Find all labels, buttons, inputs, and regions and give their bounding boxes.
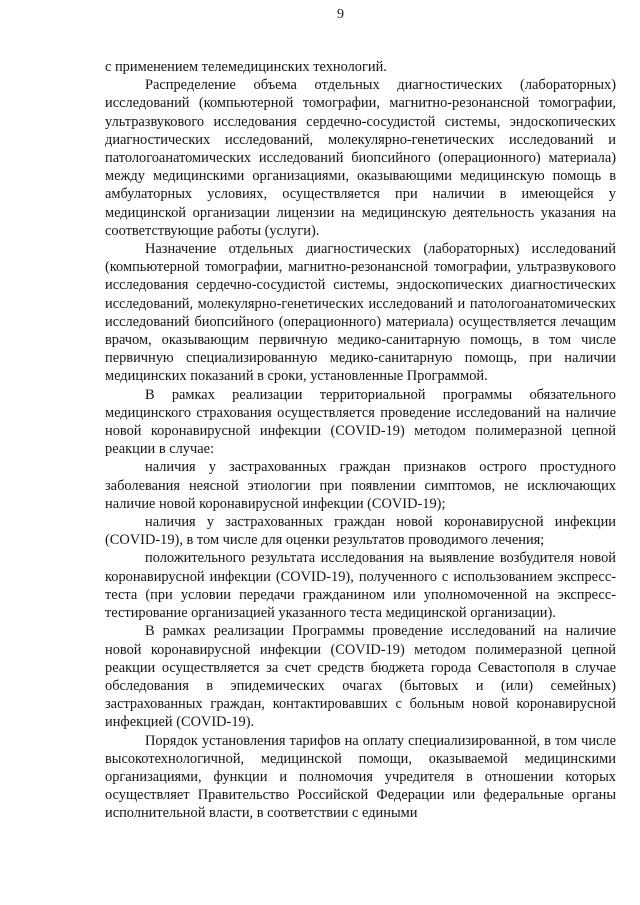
paragraph-covid-case-infection: наличия у застрахованных граждан новой коронавирусной инфекции (COVID-19), в том числе для оценки результатов проводимого лечения;	[105, 514, 616, 549]
paragraph-covid-case-express-test: положительного результата исследования на выявление возбудителя новой коронавирусной инфекции (COVID-19), полученного с использованием экспресс-теста (при условии передачи гражданином или уполномоченной на экспресс-тестирование организацией указанного теста медицинской организации).	[105, 550, 616, 622]
paragraph-prescription-of-diagnostics: Назначение отдельных диагностических (лабораторных) исследований (компьютерной томографии, магнитно-резонансной томографии, ультразвукового исследования сердечно-сосудистой системы, эндоскопических диагностических исследований, молекулярно-генетических исследований и патологоанатомических исследований биопсийного (операционного) материала) осуществляется лечащим врачом, оказывающим первичную медико-санитарную помощь, в том числе первичную специализированную медико-санитарную помощь, при наличии медицинских показаний в сроки, установленные Программой.	[105, 241, 616, 385]
paragraph-covid-pcr-testing: В рамках реализации территориальной программы обязательного медицинского страхования осуществляется проведение исследований на наличие новой коронавирусной инфекции (COVID-19) методом полимеразной цепной реакции в случае:	[105, 386, 616, 458]
paragraph-continuation: с применением телемедицинских технологий.	[105, 59, 387, 75]
paragraph-distribution-of-diagnostics: Распределение объема отдельных диагностических (лабораторных) исследований (компьютерной томографии, магнитно-резонансной томографии, ультразвукового исследования сердечно-сосудистой системы, эндоскопических диагностических исследований, молекулярно-генетических исследований и патологоанатомических исследований биопсийного (операционного) материала) между медицинскими организациями, оказывающими медицинскую помощь в амбулаторных условиях, осуществляется при наличии в имеющейся у медицинской организации лицензии на медицинскую деятельность указания на соответствующие работы (услуги).	[105, 77, 616, 239]
paragraph-tariff-procedure: Порядок установления тарифов на оплату специализированной, в том числе высокотехнологичной, медицинской помощи, оказываемой медицинскими организациями, функции и полномочия учредителя в отношении которых осуществляет Правительство Российской Федерации или федеральные органы исполнительной власти, в соответствии с едиными	[105, 732, 616, 822]
page-number: 9	[337, 7, 344, 22]
paragraph-covid-case-symptoms: наличия у застрахованных граждан признаков острого простудного заболевания неясной этиологии при появлении симптомов, не исключающих наличие новой коронавирусной инфекции (COVID-19);	[105, 459, 616, 512]
paragraph-covid-sevastopol-budget: В рамках реализации Программы проведение исследований на наличие новой коронавирусной инфекции (COVID-19) методом полимеразной цепной реакции осуществляется за счет средств бюджета города Севастополя в случае обследования в эпидемических очагах (бытовых и (или) семейных) застрахованных граждан, контактировавших с больным новой коронавирусной инфекцией (COVID-19).	[105, 623, 616, 731]
